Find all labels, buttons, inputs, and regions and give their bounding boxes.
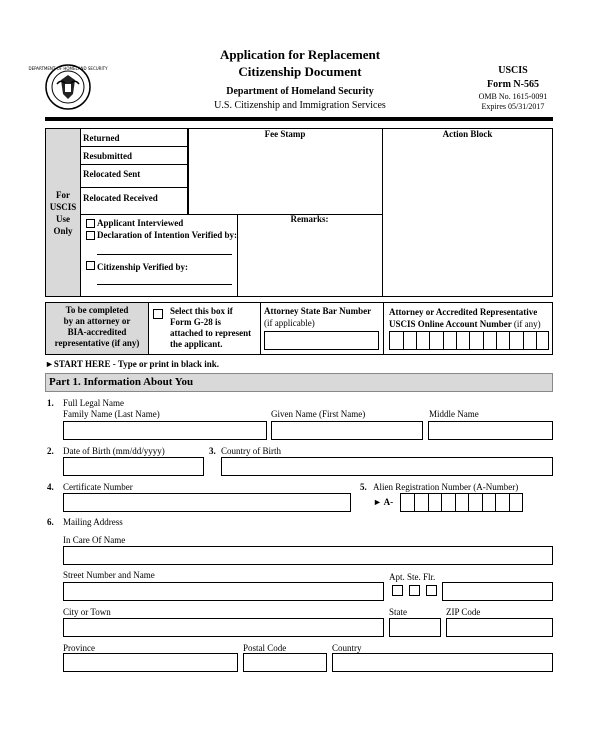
certificate-number-field[interactable]	[63, 493, 351, 512]
city-field[interactable]	[63, 618, 384, 637]
to-be-completed-label: To be completed by an attorney or BIA-accredited representative (if any)	[54, 305, 140, 348]
flr-checkbox[interactable]	[426, 585, 437, 596]
given-name-label: Given Name (First Name)	[271, 409, 366, 419]
online-account-label: Attorney or Accredited Representative USCIS Online Account Number (if any)	[389, 307, 541, 329]
mailing-address-label: Mailing Address	[63, 517, 123, 527]
given-name-field[interactable]	[271, 421, 423, 440]
attorney-divider	[260, 302, 261, 355]
online-account-hint: (if any)	[513, 319, 541, 329]
citizenship-verified-line[interactable]	[97, 284, 232, 285]
country-of-birth-field[interactable]	[221, 457, 553, 476]
declaration-verified-line[interactable]	[97, 254, 232, 255]
row-divider	[80, 187, 188, 188]
q3-number: 3.	[209, 446, 216, 456]
fee-stamp-label: Fee Stamp	[264, 129, 306, 139]
q4-number: 4.	[47, 482, 54, 492]
remarks-label: Remarks:	[290, 214, 329, 224]
province-label: Province	[63, 643, 95, 653]
date-of-birth-field[interactable]	[63, 457, 204, 476]
header-rule	[45, 117, 553, 121]
remarks-divider	[237, 214, 238, 297]
applicant-interviewed-checkbox[interactable]	[86, 219, 95, 228]
state-label: State	[389, 607, 407, 617]
country-of-birth-label: Country of Birth	[221, 446, 281, 456]
q5-number: 5.	[360, 482, 367, 492]
online-account-number-field[interactable]	[389, 331, 549, 350]
q6-number: 6.	[47, 517, 54, 527]
svg-text:DEPARTMENT OF HOMELAND SECURIT: DEPARTMENT OF HOMELAND SECURITY	[28, 66, 108, 71]
province-field[interactable]	[63, 653, 238, 672]
resubmitted-label: Resubmitted	[83, 151, 132, 161]
bar-number-hint: (if applicable)	[264, 318, 315, 328]
bar-number-label: Attorney State Bar Number	[264, 306, 372, 316]
in-care-of-field[interactable]	[63, 546, 553, 565]
street-label: Street Number and Name	[63, 570, 155, 580]
q1-number: 1.	[47, 398, 54, 408]
alien-number-field[interactable]	[400, 493, 523, 512]
form-title-line2: Citizenship Document	[238, 64, 362, 79]
street-field[interactable]	[63, 582, 384, 601]
for-uscis-use-only-label: For USCIS Use Only	[49, 190, 77, 236]
certificate-number-label: Certificate Number	[63, 482, 133, 492]
postal-code-label: Postal Code	[243, 643, 287, 653]
apt-checkbox[interactable]	[392, 585, 403, 596]
form-number: Form N-565	[487, 79, 539, 90]
department-name: Department of Homeland Security	[226, 86, 374, 97]
action-block-divider	[382, 128, 383, 297]
middle-name-field[interactable]	[428, 421, 553, 440]
q2-number: 2.	[47, 446, 54, 456]
start-here-instruction: ►START HERE - Type or print in black ink.	[45, 359, 220, 369]
family-name-label: Family Name (Last Name)	[63, 409, 160, 419]
g28-attached-checkbox[interactable]	[153, 309, 163, 319]
action-block-label: Action Block	[442, 129, 493, 139]
in-care-of-label: In Care Of Name	[63, 535, 126, 545]
full-legal-name-label: Full Legal Name	[63, 398, 124, 408]
returned-label: Returned	[83, 133, 120, 143]
g28-attached-label: Select this box if Form G-28 is attached to represent the applicant.	[170, 306, 252, 349]
ste-checkbox[interactable]	[409, 585, 420, 596]
a-number-prefix: ► A-	[373, 497, 394, 507]
row-divider	[80, 146, 188, 147]
zip-label: ZIP Code	[446, 607, 481, 617]
country-field[interactable]	[332, 653, 553, 672]
attorney-divider	[383, 302, 384, 355]
declaration-verified-checkbox[interactable]	[86, 231, 95, 240]
apt-number-field[interactable]	[442, 582, 553, 601]
alien-number-label: Alien Registration Number (A-Number)	[373, 482, 519, 492]
applicant-interviewed-label: Applicant Interviewed	[97, 218, 184, 228]
part1-title: Part 1. Information About You	[49, 376, 194, 388]
citizenship-verified-label: Citizenship Verified by:	[97, 262, 189, 272]
family-name-field[interactable]	[63, 421, 267, 440]
state-select[interactable]	[389, 618, 441, 637]
middle-name-label: Middle Name	[429, 409, 479, 419]
bar-number-field[interactable]	[264, 331, 379, 350]
agency-name: U.S. Citizenship and Immigration Services	[214, 100, 386, 111]
zip-field[interactable]	[446, 618, 553, 637]
country-label: Country	[332, 643, 362, 653]
citizenship-verified-checkbox[interactable]	[86, 261, 95, 270]
date-of-birth-label: Date of Birth (mm/dd/yyyy)	[63, 446, 165, 456]
expiration-date: Expires 05/31/2017	[481, 102, 545, 111]
apt-ste-flr-label: Apt. Ste. Flr.	[389, 572, 436, 582]
relocated-received-label: Relocated Received	[83, 193, 158, 203]
relocated-sent-label: Relocated Sent	[83, 169, 141, 179]
city-label: City or Town	[63, 607, 111, 617]
row-divider	[80, 164, 188, 165]
fee-stamp-divider	[188, 128, 189, 215]
uscis-label: USCIS	[498, 65, 528, 76]
form-title-line1: Application for Replacement	[219, 47, 381, 62]
omb-number: OMB No. 1615-0091	[478, 92, 548, 101]
dhs-seal	[28, 64, 108, 110]
postal-code-field[interactable]	[243, 653, 327, 672]
declaration-verified-label: Declaration of Intention Verified by:	[97, 230, 237, 240]
